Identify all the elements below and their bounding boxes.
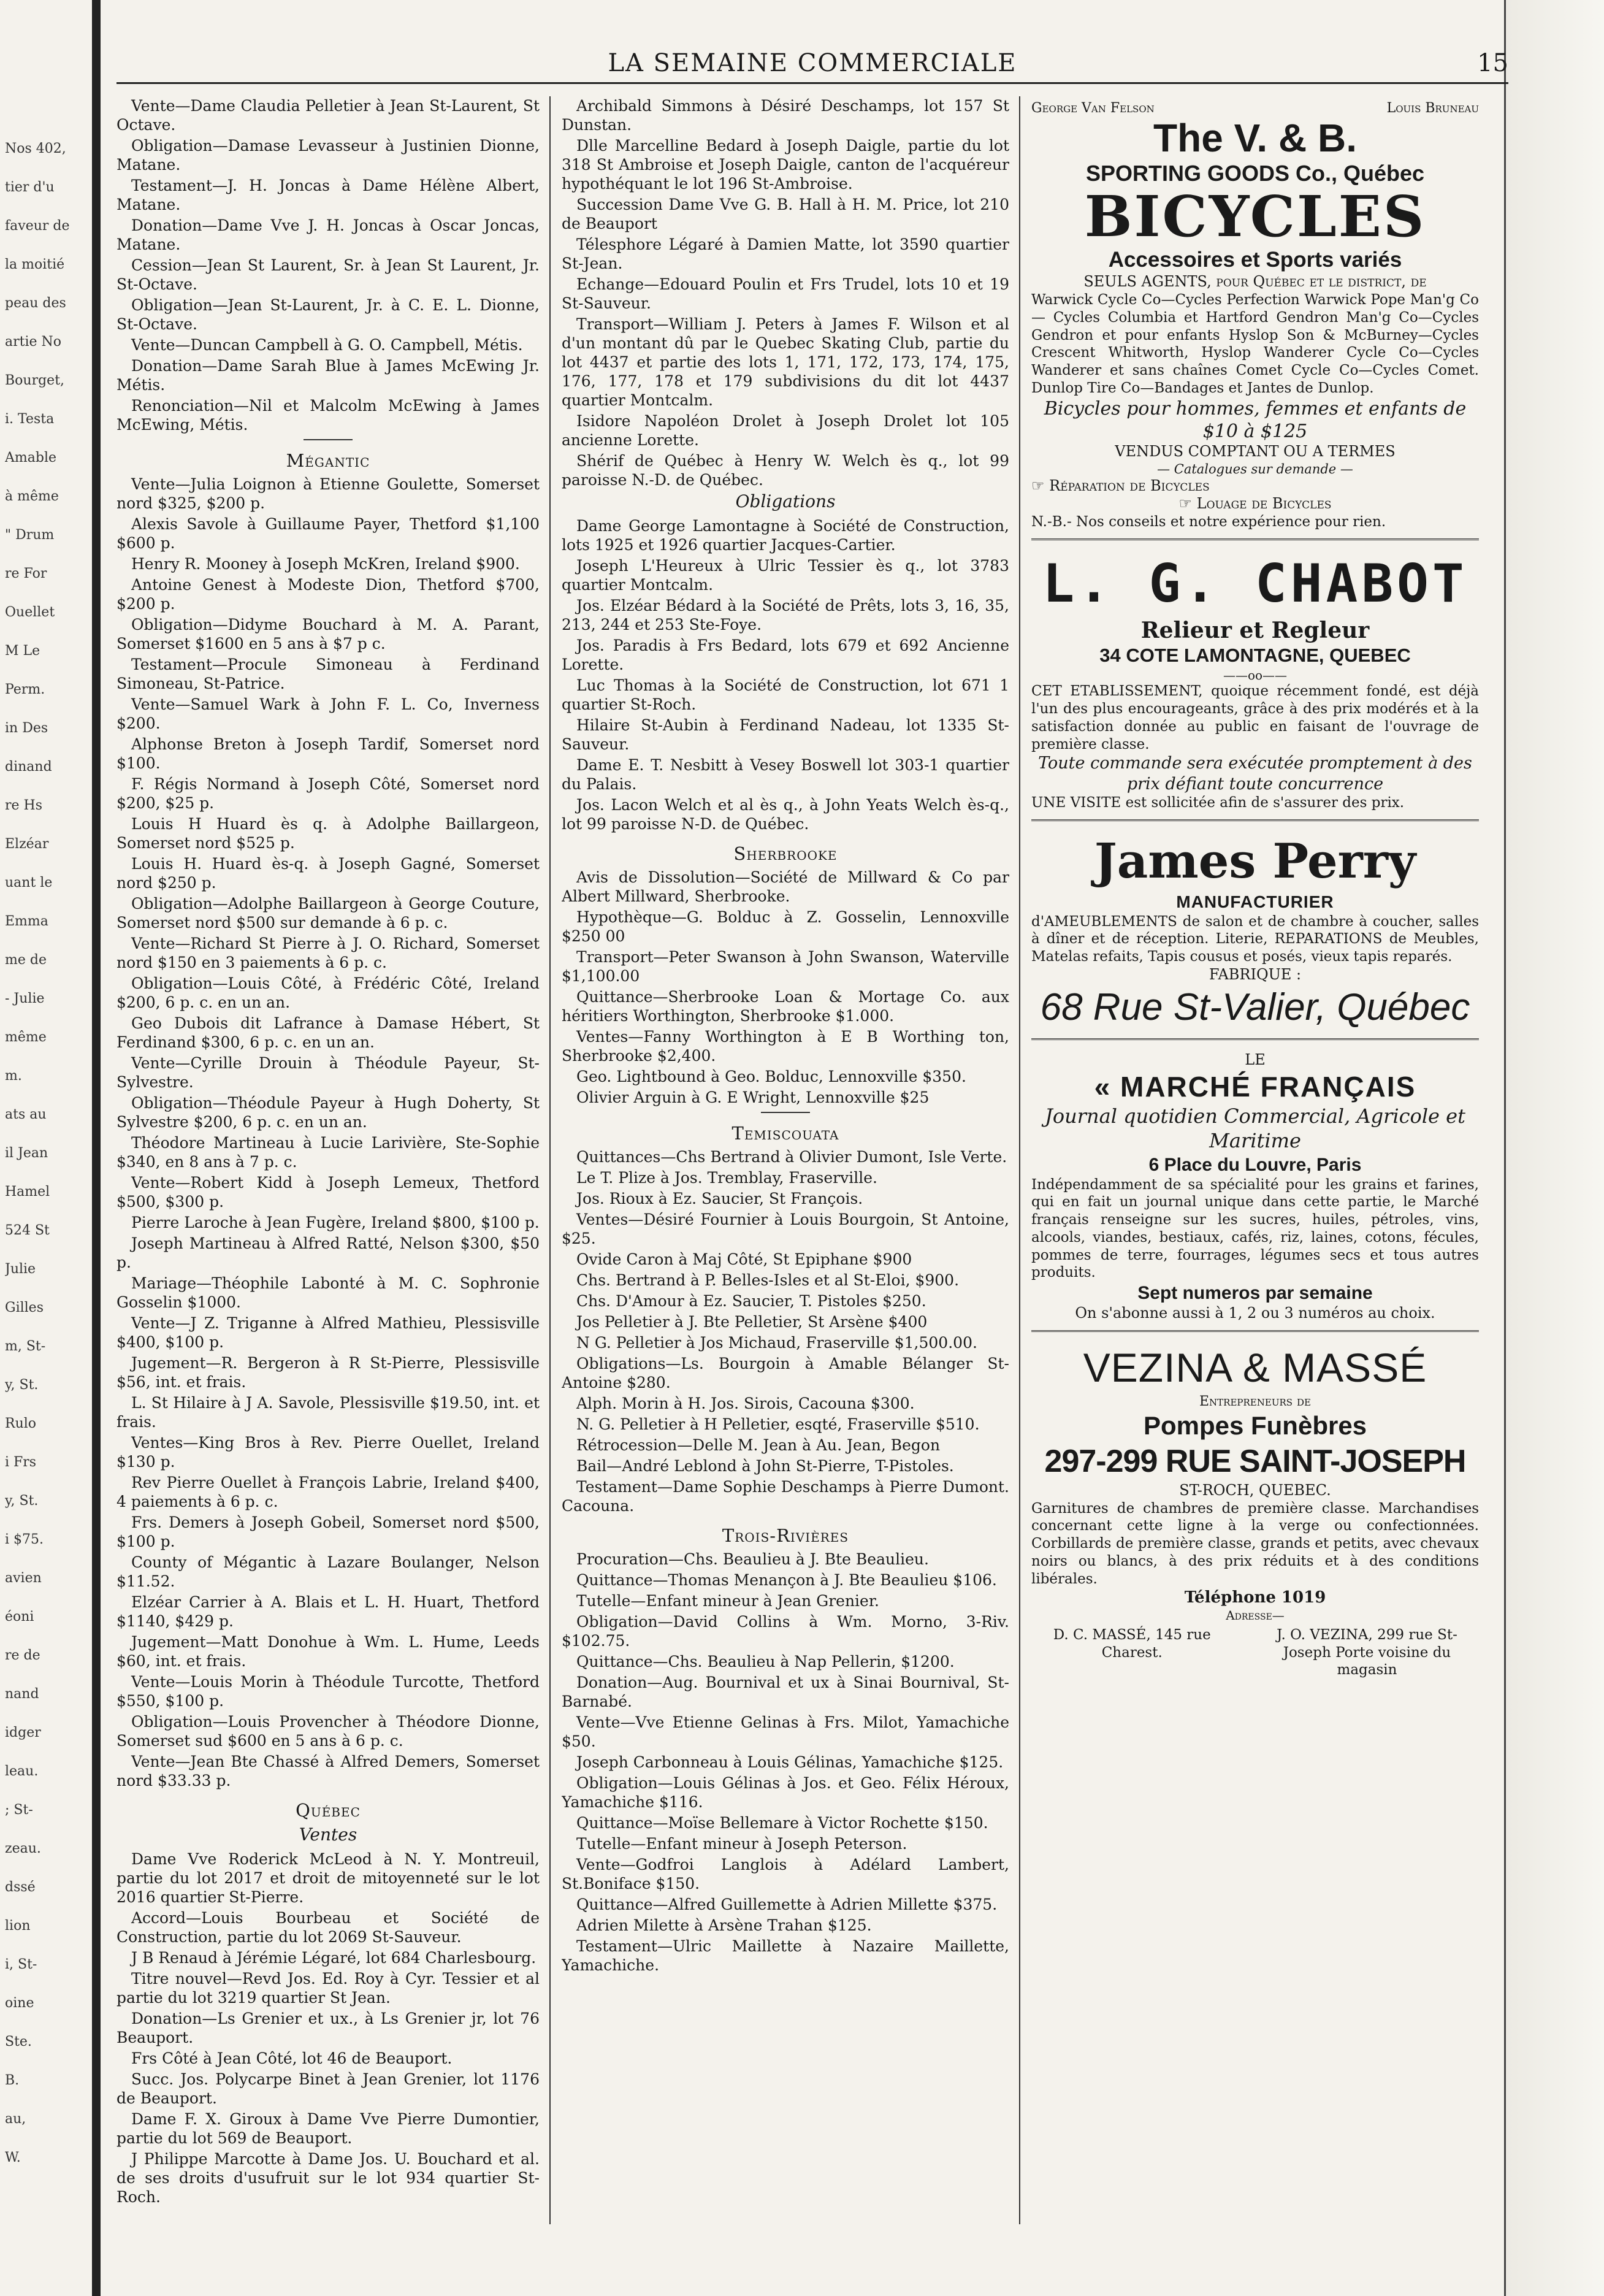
bleed-fragment: Nos 402, [5, 141, 66, 156]
record-entry: J B Renaud à Jérémie Légaré, lot 684 Charlesbourg. [131, 1948, 537, 1967]
pointing-hand-icon: ☞ [1031, 476, 1050, 494]
bleed-fragment: B. [5, 2073, 20, 2088]
record-entry: Hypothèque—G. Bolduc à Z. Gosselin, Lennoxville $250 00 [562, 908, 1009, 945]
ad4-name: « MARCHÉ FRANÇAIS [1094, 1071, 1416, 1103]
record-entry: Jos. Lacon Welch et al ès q., à John Yeats Welch ès-q., lot 99 paroisse N-D. de Québec. [562, 795, 1009, 833]
bleed-fragment: re Hs [5, 798, 43, 813]
record-entry: Titre nouvel—Revd Jos. Ed. Roy à Cyr. Tessier et al partie du lot 3219 quartier St Jean. [116, 1969, 540, 2007]
record-entry: Obligation—Adolphe Baillargeon à George Couture, Somerset nord $500 sur demande à 6 p. c. [116, 894, 540, 932]
record-entry: Vente—Jean Bte Chassé à Alfred Demers, Somerset nord $33.33 p. [116, 1752, 540, 1789]
bleed-fragment: me de [5, 952, 47, 968]
divider [304, 439, 353, 440]
bleed-fragment: uant le [5, 875, 53, 890]
ad5-phone: Téléphone 1019 [1184, 1588, 1326, 1607]
record-entry: Ovide Caron à Maj Côté, St Epiphane $900 [576, 1250, 912, 1268]
section-quebec: Québec [296, 1799, 361, 1821]
bleed-fragment: la moitié [5, 257, 65, 272]
bleed-fragment: re de [5, 1648, 40, 1663]
record-entry: Bail—André Leblond à John St-Pierre, T-Pistoles. [576, 1456, 954, 1475]
ad5-address: 297-299 RUE SAINT-JOSEPH [1044, 1444, 1466, 1480]
record-entry: Procuration—Chs. Beaulieu à J. Bte Beaulieu. [576, 1550, 929, 1568]
divider [761, 1112, 810, 1113]
ad1-name-left: George Van Felson [1031, 101, 1155, 116]
col2-list-d [562, 1147, 1009, 1515]
record-entry: Luc Thomas à la Société de Construction, lot 671 1 quartier St-Roch. [562, 676, 1009, 713]
record-entry: Hilaire St-Aubin à Ferdinand Nadeau, lot 1335 St-Sauveur. [562, 716, 1009, 753]
record-entry: Geo Dubois dit Lafrance à Damase Hébert, St Ferdinand $300, 6 p. c. en un an. [116, 1014, 540, 1051]
record-entry: Louis H. Huard ès-q. à Joseph Gagné, Somerset nord $250 p. [116, 854, 540, 892]
ad5-service: Pompes Funèbres [1143, 1411, 1367, 1441]
ad1-brand: The V. & B. [1153, 116, 1357, 161]
record-entry: Frs Côté à Jean Côté, lot 46 de Beauport. [131, 2049, 453, 2067]
record-entry: Joseph L'Heureux à Ulric Tessier ès q., lot 3783 quartier Montcalm. [562, 556, 1009, 594]
record-entry: Jos Pelletier à J. Bte Pelletier, St Arsène $400 [576, 1312, 928, 1331]
bleed-fragment: i Frs [5, 1455, 37, 1470]
record-entry: Geo. Lightbound à Geo. Bolduc, Lennoxville $350. [576, 1067, 966, 1085]
record-entry: Alexis Savole à Guillaume Payer, Thetford $1,100 $600 p. [116, 515, 540, 552]
record-entry: Ventes—Fanny Worthington à E B Worthing ton, Sherbrooke $2,400. [562, 1027, 1009, 1065]
bleed-fragment: Emma [5, 914, 48, 929]
ad4-frequency: Sept numeros par semaine [1137, 1283, 1373, 1304]
bleed-fragment: i. Testa [5, 411, 55, 427]
ad1-offer: Bicycles pour hommes, femmes et enfants de $10 à $125 [1044, 397, 1467, 442]
record-entry: Quittance—Thomas Menançon à J. Bte Beaulieu $106. [576, 1571, 997, 1589]
record-entry: F. Régis Normand à Joseph Côté, Somerset nord $200, $25 p. [116, 775, 540, 812]
record-entry: Mariage—Théophile Labonté à M. C. Sophronie Gosselin $1000. [116, 1274, 540, 1311]
record-entry: Henry R. Mooney à Joseph McKren, Ireland $900. [131, 554, 520, 573]
column-1 [116, 96, 551, 2224]
record-entry: Elzéar Carrier à A. Blais et L. H. Huart, Thetford $1140, $429 p. [116, 1593, 540, 1630]
section-sherbrooke: Sherbrooke [733, 843, 838, 864]
record-entry: Obligation—Didyme Bouchard à M. A. Parant, Somerset $1600 en 5 ans à $7 p c. [116, 615, 540, 652]
ad1-rental: ☞ Louage de Bicycles [1178, 495, 1332, 513]
bleed-fragment: Rulo [5, 1416, 37, 1431]
bleed-fragment: oine [5, 1996, 34, 2011]
subsection-ventes: Ventes [299, 1824, 357, 1845]
bleed-fragment: idger [5, 1725, 41, 1740]
ad3-address: 68 Rue St-Valier, Québec [1040, 985, 1470, 1028]
record-entry: Joseph Martineau à Alfred Ratté, Nelson $300, $50 p. [116, 1234, 540, 1271]
record-entry: Chs. D'Amour à Ez. Saucier, T. Pistoles $250. [576, 1292, 926, 1310]
bleed-fragment: faveur de [5, 218, 70, 234]
record-entry: County of Mégantic à Lazare Boulanger, Nelson $11.52. [116, 1553, 540, 1590]
section-trois-rivieres: Trois-Rivières [722, 1525, 849, 1546]
ad2-separator: ——oo—— [1223, 667, 1288, 683]
record-entry: Testament—Dame Sophie Deschamps à Pierre Dumont. Cacouna. [562, 1477, 1009, 1515]
ad3-title: MANUFACTURIER [1176, 892, 1334, 911]
record-entry: L. St Hilaire à J A. Savole, Plessisville $19.50, int. et frais. [116, 1393, 540, 1431]
record-entry: Obligation—Damase Levasseur à Justinien Dionne, Matane. [116, 137, 540, 174]
record-entry: Transport—Peter Swanson à John Swanson, Waterville $1,100.00 [562, 947, 1009, 985]
record-entry: Shérif de Québec à Henry W. Welch ès q., lot 99 paroisse N.-D. de Québec. [562, 452, 1009, 489]
record-entry: Ventes—Désiré Fournier à Louis Bourgoin, St Antoine, $25. [562, 1210, 1009, 1247]
bleed-fragment: leau. [5, 1764, 39, 1779]
record-entry: Quittance—Sherbrooke Loan & Mortage Co. aux héritiers Worthington, Sherbrooke $1.000. [562, 987, 1009, 1025]
bleed-fragment: ; St- [5, 1802, 33, 1818]
record-entry: Olivier Arguin à G. E Wright, Lennoxville $25 [576, 1088, 930, 1106]
bleed-fragment: W. [5, 2150, 21, 2165]
record-entry: Frs. Demers à Joseph Gobeil, Somerset nord $500, $100 p. [116, 1513, 540, 1550]
col1-list-a [116, 96, 540, 434]
ad4-body: Indépendamment de sa spécialité pour les grains et farines, qui en fait un journal unique dans cette partie, le Marché français renseigne sur les sucres, huiles, pétroles, vins, alcools, viandes, bestiaux, cafés, riz, laines, cotons, fécules, pommes de terre, fourrages, légumes secs et tous autres produits. [1031, 1176, 1479, 1281]
record-entry: Renonciation—Nil et Malcolm McEwing à James McEwing, Métis. [116, 397, 540, 434]
record-entry: Vente—Dame Claudia Pelletier à Jean St-Laurent, St Octave. [116, 97, 540, 134]
ad1-nb: N.-B.- Nos conseils et notre expérience pour rien. [1031, 514, 1386, 530]
column-2 [562, 96, 1020, 2224]
bleed-fragment: Bourget, [5, 373, 65, 388]
bleed-fragment: " Drum [5, 527, 55, 543]
record-entry: Echange—Edouard Poulin et Frs Trudel, lots 10 et 19 St-Sauveur. [562, 275, 1009, 312]
record-entry: Archibald Simmons à Désiré Deschamps, lot 157 St Dunstan. [562, 97, 1009, 134]
record-entry: Adrien Milette à Arsène Trahan $125. [576, 1916, 872, 1934]
ad5-left-signature: D. C. MASSÉ, 145 rue Charest. [1053, 1627, 1211, 1661]
record-entry: Dlle Marcelline Bedard à Joseph Daigle, partie du lot 318 St Ambroise et Joseph Daigle, canton de l'acquéreur hypothéquant le lot 196 St-Ambroise. [562, 137, 1009, 193]
record-entry: Obligation—David Collins à Wm. Morno, 3-Riv. $102.75. [562, 1612, 1009, 1650]
ad-v-and-b [1031, 96, 1479, 540]
bleed-fragment: éoni [5, 1609, 34, 1624]
record-entry: J Philippe Marcotte à Dame Jos. U. Bouchard et al. de ses droits d'usufruit sur le lot 934 quartier St-Roch. [116, 2149, 540, 2206]
bleed-fragment: Perm. [5, 682, 45, 697]
ad1-company: SPORTING GOODS Co., Québec [1085, 160, 1425, 186]
ad4-le: LE [1245, 1051, 1266, 1069]
record-entry: Vente—Robert Kidd à Joseph Lemeux, Thetford $500, $300 p. [116, 1173, 540, 1211]
bleed-fragment: tier d'u [5, 180, 55, 195]
bleed-fragment: Ouellet [5, 605, 55, 620]
bleed-fragment: nand [5, 1686, 39, 1702]
record-entry: Transport—William J. Peters à James F. Wilson et al d'un montant dû par le Quebec Skating Club, partie du lot 4437 et partie des lots 1, 171, 172, 173, 174, 175, 176, 177, 178 et 179 subdivisions du dit lot 4437 quartier Montcalm. [562, 315, 1009, 409]
record-entry: Quittance—Chs. Beaulieu à Nap Pellerin, $1200. [576, 1652, 955, 1670]
record-entry: Vente—Godfroi Langlois à Adélard Lambert, St.Boniface $150. [562, 1855, 1009, 1892]
record-entry: Ventes—King Bros à Rev. Pierre Ouellet, Ireland $130 p. [116, 1433, 540, 1471]
record-entry: Obligation—Louis Provencher à Théodore Dionne, Somerset sud $600 en 5 ans à 6 p. c. [116, 1712, 540, 1750]
ad2-visit: UNE VISITE est sollicitée afin de s'assurer des prix. [1031, 795, 1405, 811]
record-entry: Vente—J Z. Triganne à Alfred Mathieu, Plessisville $400, $100 p. [116, 1314, 540, 1351]
ad3-factory: FABRIQUE : [1209, 965, 1302, 983]
bleed-fragment: Julie [5, 1261, 36, 1277]
ad4-address: 6 Place du Louvre, Paris [1148, 1154, 1362, 1175]
record-entry: Cession—Jean St Laurent, Sr. à Jean St Laurent, Jr. St-Octave. [116, 256, 540, 293]
bleed-fragment: Elzéar [5, 836, 49, 852]
record-entry: Télesphore Légaré à Damien Matte, lot 3590 quartier St-Jean. [562, 235, 1009, 272]
record-entry: Quittance—Alfred Guillemette à Adrien Millette $375. [576, 1895, 998, 1913]
record-entry: Isidore Napoléon Drolet à Joseph Drolet lot 105 ancienne Lorette. [562, 412, 1009, 449]
ad1-name-right: Louis Bruneau [1386, 101, 1479, 116]
column-ads [1031, 96, 1479, 2224]
record-entry: Dame Vve Roderick McLeod à N. Y. Montreuil, partie du lot 2017 et droit de mitoyenneté sur le lot 2016 quartier St-Pierre. [116, 1850, 540, 1906]
ad1-headline: BICYCLES [1084, 183, 1426, 250]
ad4-subscribe: On s'abonne aussi à 1, 2 ou 3 numéros au choix. [1075, 1304, 1435, 1322]
record-entry: Testament—J. H. Joncas à Dame Hélène Albert, Matane. [116, 177, 540, 213]
ad5-adresse: Adresse— [1226, 1607, 1285, 1623]
pointing-hand-icon: ☞ [1178, 495, 1197, 513]
subsection-obligations: Obligations [735, 491, 836, 511]
ad1-terms: VENDUS COMPTANT OU A TERMES [1115, 442, 1396, 460]
bleed-fragment: i $75. [5, 1532, 44, 1547]
record-entry: Théodore Martineau à Lucie Larivière, Ste-Sophie $340, en 8 ans à 7 p. c. [116, 1133, 540, 1171]
ad1-agents-body: Warwick Cycle Co—Cycles Perfection Warwick Pope Man'g Co — Cycles Columbia et Hartford Gendron Man'g Co—Cycles Gendron et pour enfants Hyslop Son & McBurney—Cycles Crescent Whitworth, Hyslop Wanderer Cycle Co—Cycles Wanderer et sans chaînes Comet Cycle Co—Cycles Comet. Dunlop Tire Co—Bandages et Jantes de Dunlop. [1031, 292, 1479, 396]
bleed-fragment: - Julie [5, 991, 45, 1006]
record-entry: Jugement—Matt Donohue à Wm. L. Hume, Leeds $60, int. et frais. [116, 1632, 540, 1670]
bleed-fragment: i, St- [5, 1957, 37, 1972]
ad2-trade: Relieur et Regleur [1140, 617, 1370, 643]
col2-list-b [562, 516, 1009, 833]
record-entry: Rev Pierre Ouellet à François Labrie, Ireland $400, 4 paiements à 6 p. c. [116, 1473, 540, 1510]
bleed-fragment: zeau. [5, 1841, 41, 1856]
record-entry: Accord—Louis Bourbeau et Société de Construction, partie du lot 2069 St-Sauveur. [116, 1908, 540, 1946]
record-entry: Dame E. T. Nesbitt à Vesey Boswell lot 303-1 quartier du Palais. [562, 756, 1009, 793]
bleed-fragment: y, St. [5, 1377, 39, 1393]
record-entry: Vente—Vve Etienne Gelinas à Frs. Milot, Yamachiche $50. [562, 1713, 1009, 1750]
record-entry: Vente—Samuel Wark à John F. L. Co, Inverness $200. [116, 695, 540, 732]
ad-chabot [1031, 548, 1479, 821]
record-entry: Jos. Elzéar Bédard à la Société de Prêts, lots 3, 16, 35, 213, 244 et 253 Ste-Foye. [562, 596, 1009, 633]
record-entry: Jos. Paradis à Frs Bedard, lots 679 et 692 Ancienne Lorette. [562, 636, 1009, 673]
bleed-fragment: 524 St [5, 1223, 50, 1238]
record-entry: Donation—Dame Vve J. H. Joncas à Oscar Joncas, Matane. [116, 216, 540, 253]
bleed-fragment: m. [5, 1068, 22, 1084]
bleed-fragment: Ste. [5, 2034, 32, 2049]
record-entry: Tutelle—Enfant mineur à Jean Grenier. [576, 1591, 879, 1610]
record-entry: Obligation—Jean St-Laurent, Jr. à C. E. L. Dionne, St-Octave. [116, 296, 540, 333]
record-entry: Vente—Julia Loignon à Etienne Goulette, Somerset nord $325, $200 p. [116, 475, 540, 512]
col2-list-a [562, 96, 1009, 489]
masthead [116, 49, 1508, 84]
bleed-fragment: dssé [5, 1880, 36, 1895]
record-entry: Vente—Louis Morin à Théodule Turcotte, Thetford $550, $100 p. [116, 1672, 540, 1710]
record-entry: N. G. Pelletier à H Pelletier, esqté, Fraserville $510. [576, 1415, 980, 1433]
record-entry: Vente—Cyrille Drouin à Théodule Payeur, St-Sylvestre. [116, 1054, 540, 1091]
ad4-journal: Journal quotidien Commercial, Agricole et Maritime [1045, 1104, 1465, 1152]
ad-vezina-masse [1031, 1339, 1479, 1686]
ad2-body: CET ETABLISSEMENT, quoique récemment fondé, est déjà l'un des plus encourageants, grâce à des prix modérés et à la satisfaction donnée au public en faisant de l'ouvrage de première classe. [1031, 683, 1479, 752]
record-entry: Avis de Dissolution—Société de Millward & Co par Albert Millward, Sherbrooke. [562, 868, 1009, 905]
record-entry: Alph. Morin à H. Jos. Sirois, Cacouna $300. [576, 1394, 915, 1412]
bleed-fragment: lion [5, 1918, 31, 1934]
record-entry: Donation—Aug. Bournival et ux à Sinai Bournival, St-Barnabé. [562, 1673, 1009, 1710]
record-entry: Le T. Plize à Jos. Tremblay, Fraserville. [576, 1168, 877, 1187]
record-entry: Dame F. X. Giroux à Dame Vve Pierre Dumontier, partie du lot 569 de Beauport. [116, 2110, 540, 2147]
record-entry: Jos. Rioux à Ez. Saucier, St François. [576, 1189, 863, 1207]
bleed-fragment: Gilles [5, 1300, 44, 1315]
record-entry: Testament—Procule Simoneau à Ferdinand Simoneau, St-Patrice. [116, 655, 540, 692]
bleed-fragment: il Jean [5, 1146, 48, 1161]
record-entry: Tutelle—Enfant mineur à Joseph Peterson. [576, 1834, 907, 1853]
record-entry: Obligation—Louis Côté, à Frédéric Côté, Ireland $200, 6 p. c. en un an. [116, 974, 540, 1011]
record-entry: Quittance—Moïse Bellemare à Victor Rochette $150. [576, 1813, 988, 1832]
col1-list-c [116, 1850, 540, 2206]
bleed-fragment: in Des [5, 721, 48, 736]
record-entry: Donation—Dame Sarah Blue à James McEwing Jr. Métis. [116, 357, 540, 394]
bleed-fragment: ats au [5, 1107, 47, 1122]
record-entry: Obligations—Ls. Bourgoin à Amable Bélanger St-Antoine $280. [562, 1354, 1009, 1391]
bleed-fragment: y, St. [5, 1493, 39, 1509]
ad2-name: L. G. CHABOT [1042, 553, 1468, 614]
record-entry: Jugement—R. Bergeron à R St-Pierre, Plessisville $56, int. et frais. [116, 1353, 540, 1391]
record-entry: Alphonse Breton à Joseph Tardif, Somerset nord $100. [116, 735, 540, 772]
record-entry: Vente—Richard St Pierre à J. O. Richard, Somerset nord $150 en 3 paiements à 6 p. c. [116, 934, 540, 971]
col1-list-b [116, 475, 540, 1790]
record-entry: Testament—Ulric Maillette à Nazaire Maillette, Yamachiche. [562, 1937, 1009, 1974]
page-number: 15 [1477, 49, 1508, 77]
record-entry: Louis H Huard ès q. à Adolphe Baillargeon, Somerset nord $525 p. [116, 814, 540, 852]
right-page-bleed [1504, 0, 1604, 2296]
ad5-district: ST-ROCH, QUEBEC. [1179, 1481, 1331, 1499]
record-entry: Donation—Ls Grenier et ux., à Ls Grenier jr, lot 76 Beauport. [116, 2009, 540, 2046]
record-entry: Vente—Duncan Campbell à G. O. Campbell, Métis. [131, 336, 523, 354]
ad2-promise: Toute commande sera exécutée promptement à des prix défiant toute concurrence [1038, 754, 1472, 794]
ad1-tagline: Accessoires et Sports variés [1108, 247, 1402, 272]
ad5-role: Entrepreneurs de [1199, 1393, 1312, 1409]
bleed-fragment: dinand [5, 759, 52, 775]
newspaper-title: LA SEMAINE COMMERCIALE [608, 49, 1017, 77]
ad2-address: 34 COTE LAMONTAGNE, QUEBEC [1099, 645, 1411, 667]
newspaper-page [116, 49, 1508, 2269]
bleed-fragment: même [5, 1030, 47, 1045]
ad5-name: VEZINA & MASSÉ [1083, 1345, 1427, 1391]
ad3-name: James Perry [1094, 833, 1416, 890]
bleed-fragment: re For [5, 566, 47, 581]
ad1-catalogue: — Catalogues sur demande — [1157, 461, 1353, 476]
record-entry: Joseph Carbonneau à Louis Gélinas, Yamachiche $125. [576, 1753, 1004, 1771]
bleed-fragment: Amable [5, 450, 57, 465]
section-megantic: Mégantic [286, 450, 370, 471]
record-entry: Antoine Genest à Modeste Dion, Thetford $700, $200 p. [116, 575, 540, 613]
ad5-right-signature: J. O. VEZINA, 299 rue St-Joseph Porte voisine du magasin [1277, 1627, 1457, 1678]
ad1-repair: ☞ Réparation de Bicycles [1031, 476, 1210, 494]
bleed-fragment: Hamel [5, 1184, 50, 1200]
bleed-fragment: avien [5, 1571, 42, 1586]
bleed-fragment: peau des [5, 296, 66, 311]
ad1-agents: SEULS AGENTS, pour Québec et le district, de [1083, 273, 1427, 291]
ad-james-perry [1031, 828, 1479, 1040]
bleed-fragment: M Le [5, 643, 40, 659]
record-entry: Obligation—Théodule Payeur à Hugh Doherty, St Sylvestre $200, 6 p. c. en un an. [116, 1093, 540, 1131]
bleed-fragment: artie No [5, 334, 62, 350]
section-temiscouata: Temiscouata [731, 1122, 839, 1144]
record-entry: N G. Pelletier à Jos Michaud, Fraserville $1,500.00. [576, 1333, 977, 1352]
record-entry: Rétrocession—Delle M. Jean à Au. Jean, Begon [576, 1436, 941, 1454]
ad5-body: Garnitures de chambres de première classe. Marchandises concernant cette ligne à la verge ou confectionnées. Corbillards de première classe, grands et petits, avec chevaux noirs ou blancs, à des prix réduits et à des conditions libérales. [1031, 1500, 1479, 1587]
record-entry: Quittances—Chs Bertrand à Olivier Dumont, Isle Verte. [576, 1147, 1007, 1166]
record-entry: Obligation—Louis Gélinas à Jos. et Geo. Félix Héroux, Yamachiche $116. [562, 1774, 1009, 1811]
bleed-fragment: au, [5, 2111, 26, 2127]
record-entry: Succ. Jos. Polycarpe Binet à Jean Grenier, lot 1176 de Beauport. [116, 2070, 540, 2107]
record-entry: Dame George Lamontagne à Société de Construction, lots 1925 et 1926 quartier Jacques-Cartier. [562, 516, 1009, 554]
record-entry: Chs. Bertrand à P. Belles-Isles et al St-Eloi, $900. [576, 1271, 960, 1289]
col2-list-c [562, 868, 1009, 1107]
left-page-bleed [0, 0, 101, 2296]
bleed-fragment: à même [5, 489, 59, 504]
col2-list-e [562, 1550, 1009, 1975]
record-entry: Pierre Laroche à Jean Fugère, Ireland $800, $100 p. [131, 1213, 540, 1231]
record-entry: Succession Dame Vve G. B. Hall à H. M. Price, lot 210 de Beauport [562, 196, 1009, 232]
ad3-body: d'AMEUBLEMENTS de salon et de chambre à coucher, salles à dîner et de réception. Literie, REPARATIONS de Meubles, Matelas refaits, Tapis cousus et posés, vieux tapis reparés. [1031, 913, 1479, 965]
ad-marche-francais [1031, 1047, 1479, 1332]
bleed-fragment: m, St- [5, 1339, 46, 1354]
